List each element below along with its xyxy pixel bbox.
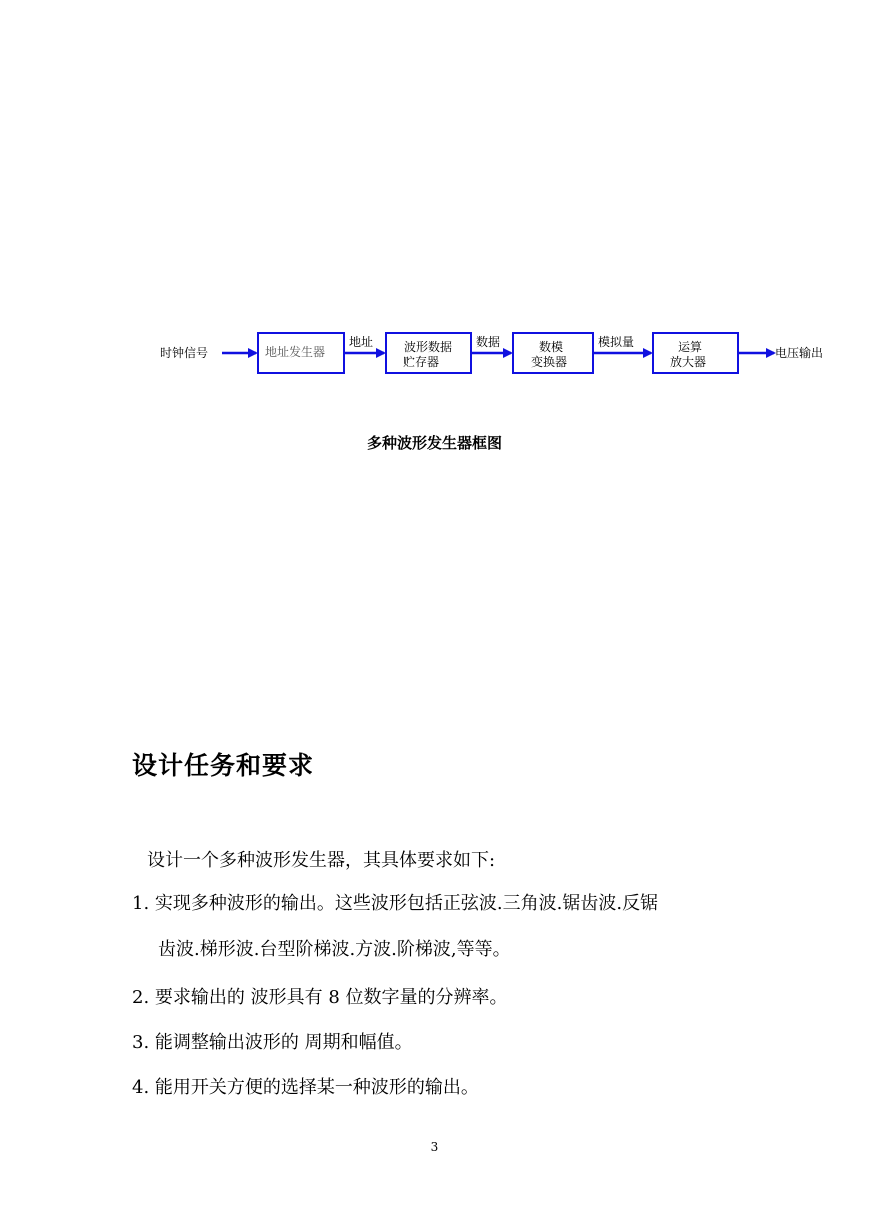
block-address-generator-label: 地址发生器 [265, 345, 326, 359]
diagram-caption: 多种波形发生器框图 [366, 434, 502, 452]
block-dac-line2: 变换器 [530, 355, 568, 369]
requirement-text: 能用开关方便的选择某一种波形的输出。 [154, 1077, 479, 1098]
requirement-text: 实现多种波形的输出。这些波形包括正弦波.三角波.锯齿波.反锯 [154, 893, 659, 914]
page-number: 3 [430, 1140, 439, 1154]
block-waveform-storage-line2: 贮存器 [402, 355, 440, 369]
connector-label-data: 数据 [476, 335, 501, 349]
requirement-number: 2. [132, 987, 150, 1008]
block-amplifier-line2: 放大器 [669, 355, 707, 369]
block-amplifier-line1: 运算 [677, 340, 703, 354]
requirement-item [132, 1073, 479, 1099]
requirement-item [132, 1028, 413, 1054]
requirement-number: 3. [132, 1032, 150, 1053]
requirement-item [132, 889, 658, 915]
connector-label-address: 地址 [349, 335, 374, 349]
section-title: 设计任务和要求 [132, 751, 315, 780]
requirement-item [132, 983, 508, 1009]
block-dac-line1: 数模 [538, 340, 564, 354]
intro-text: 设计一个多种波形发生器，其具体要求如下: [147, 850, 496, 871]
block-waveform-storage-line1: 波形数据 [403, 340, 453, 354]
requirement-number: 4. [132, 1077, 150, 1098]
requirement-text: 能调整输出波形的 周期和幅值。 [154, 1032, 413, 1053]
input-label: 时钟信号 [160, 346, 209, 360]
requirement-continuation: 齿波.梯形波.台型阶梯波.方波.阶梯波,等等。 [158, 939, 511, 960]
requirement-number: 1. [132, 893, 150, 914]
connector-label-analog: 模拟量 [598, 335, 635, 349]
requirement-text: 要求输出的 波形具有 8 位数字量的分辨率。 [154, 987, 508, 1008]
output-label: 电压输出 [775, 346, 824, 360]
block-diagram [0, 0, 869, 460]
